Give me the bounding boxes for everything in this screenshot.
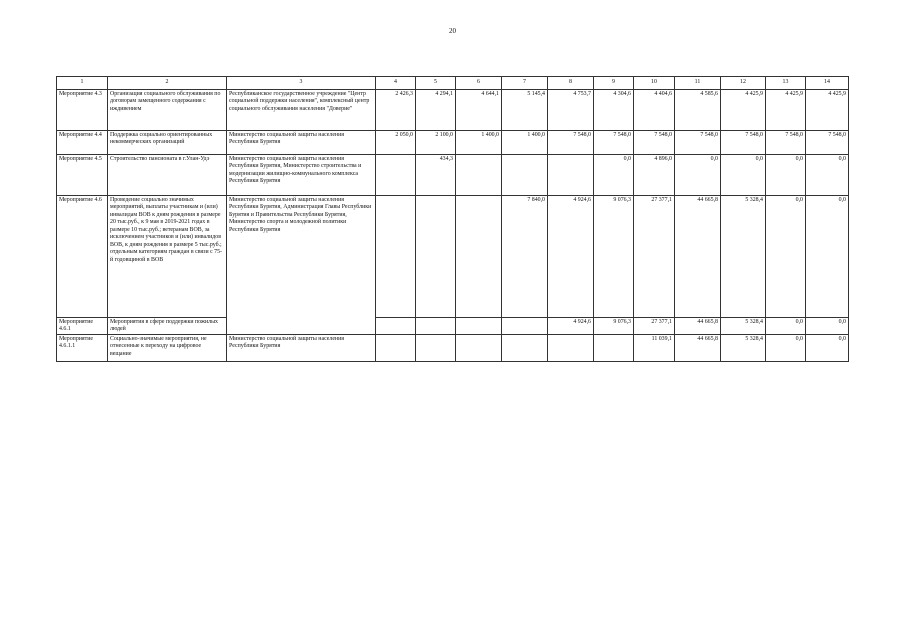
column-number: 5 xyxy=(416,77,456,90)
value-cell xyxy=(456,335,502,362)
value-cell xyxy=(416,196,456,318)
table-row xyxy=(57,318,849,335)
measure-id-cell: Мероприятие 4.6.1 xyxy=(57,318,108,335)
program-measures-table xyxy=(56,76,849,362)
column-number: 11 xyxy=(675,77,721,90)
value-cell: 2 426,3 xyxy=(376,90,416,131)
value-cell: 7 548,0 xyxy=(634,131,675,155)
measure-id-cell: Мероприятие 4.3 xyxy=(57,90,108,131)
value-cell: 0,0 xyxy=(766,155,806,196)
value-cell: 1 400,0 xyxy=(456,131,502,155)
measure-id-cell: Мероприятие 4.6 xyxy=(57,196,108,318)
executor-cell: Министерство социальной защиты населения Республики Бурятия xyxy=(227,131,376,155)
value-cell: 0,0 xyxy=(806,335,849,362)
value-cell xyxy=(502,155,548,196)
value-cell: 9 076,3 xyxy=(594,318,634,335)
measure-name-cell: Проведение социально значимых мероприятий, выплаты участникам и (или) инвалидам ВОВ к дням рождения в размере 20 тыс.руб., к 9 мая в 2019-2021 годах в размере 10 тыс.руб.; ветеранам ВОВ, за исключением участников и (или) инвалидов ВОВ, к дням рождения в размере 5 тыс.руб.; отдельным категориям граждан в связи с 75-й годовщиной в ВОВ xyxy=(108,196,227,318)
value-cell: 7 548,0 xyxy=(594,131,634,155)
column-number: 7 xyxy=(502,77,548,90)
column-number: 8 xyxy=(548,77,594,90)
column-number: 6 xyxy=(456,77,502,90)
value-cell: 4 896,0 xyxy=(634,155,675,196)
value-cell: 5 328,4 xyxy=(721,196,766,318)
value-cell: 44 665,8 xyxy=(675,335,721,362)
value-cell: 4 404,6 xyxy=(634,90,675,131)
table-row xyxy=(57,335,849,362)
value-cell: 0,0 xyxy=(806,318,849,335)
measure-id-cell: Мероприятие 4.6.1.1 xyxy=(57,335,108,362)
value-cell: 4 924,6 xyxy=(548,318,594,335)
measure-id-cell: Мероприятие 4.4 xyxy=(57,131,108,155)
value-cell: 0,0 xyxy=(806,155,849,196)
value-cell: 0,0 xyxy=(766,196,806,318)
value-cell: 44 665,8 xyxy=(675,196,721,318)
value-cell: 27 377,1 xyxy=(634,318,675,335)
executor-cell: Министерство социальной защиты населения Республики Бурятия, Администрация Главы Республики Бурятия и Правительства Республики Бурятия, Министерство спорта и молодежной политики Республики Бурятия xyxy=(227,196,376,335)
value-cell xyxy=(376,335,416,362)
table-row xyxy=(57,131,849,155)
value-cell: 7 548,0 xyxy=(766,131,806,155)
executor-cell: Министерство социальной защиты населения Республики Бурятия, Министерство строительства и модернизации жилищно-коммунального комплекса Республики Бурятия xyxy=(227,155,376,196)
value-cell: 7 840,0 xyxy=(502,196,548,318)
value-cell xyxy=(594,335,634,362)
executor-cell: Республиканское государственное учреждение "Центр социальной поддержки населения", комплексный центр социального обслуживания населения "Доверие" xyxy=(227,90,376,131)
value-cell xyxy=(416,335,456,362)
value-cell: 7 548,0 xyxy=(721,131,766,155)
value-cell: 0,0 xyxy=(675,155,721,196)
measure-name-cell: Строительство пансионата в г.Улан-Удэ xyxy=(108,155,227,196)
value-cell: 5 328,4 xyxy=(721,335,766,362)
value-cell: 0,0 xyxy=(806,196,849,318)
column-number: 14 xyxy=(806,77,849,90)
measure-name-cell: Социально-значимые мероприятия, не отнесенные к переходу на цифровое вещание xyxy=(108,335,227,362)
measure-name-cell: Организация социального обслуживания по договорам замещенного содержания с иждивением xyxy=(108,90,227,131)
value-cell xyxy=(376,318,416,335)
value-cell xyxy=(456,318,502,335)
value-cell: 27 377,1 xyxy=(634,196,675,318)
column-number: 1 xyxy=(57,77,108,90)
column-number: 12 xyxy=(721,77,766,90)
value-cell: 4 294,1 xyxy=(416,90,456,131)
value-cell xyxy=(548,155,594,196)
value-cell: 0,0 xyxy=(766,318,806,335)
value-cell: 4 924,6 xyxy=(548,196,594,318)
column-number: 10 xyxy=(634,77,675,90)
column-number: 13 xyxy=(766,77,806,90)
column-number: 9 xyxy=(594,77,634,90)
value-cell xyxy=(456,196,502,318)
column-number: 3 xyxy=(227,77,376,90)
value-cell: 7 548,0 xyxy=(806,131,849,155)
value-cell xyxy=(548,335,594,362)
value-cell xyxy=(456,155,502,196)
value-cell: 4 304,6 xyxy=(594,90,634,131)
value-cell: 5 145,4 xyxy=(502,90,548,131)
value-cell: 434,3 xyxy=(416,155,456,196)
table-row xyxy=(57,196,849,318)
value-cell xyxy=(502,318,548,335)
value-cell: 0,0 xyxy=(721,155,766,196)
value-cell: 4 425,9 xyxy=(806,90,849,131)
value-cell: 11 039,1 xyxy=(634,335,675,362)
value-cell: 7 548,0 xyxy=(675,131,721,155)
value-cell: 4 644,1 xyxy=(456,90,502,131)
value-cell: 4 425,9 xyxy=(766,90,806,131)
value-cell: 2 050,0 xyxy=(376,131,416,155)
page-number: 20 xyxy=(449,27,456,35)
table-row xyxy=(57,90,849,131)
value-cell: 5 328,4 xyxy=(721,318,766,335)
measure-name-cell: Мероприятия в сфере поддержки пожилых людей xyxy=(108,318,227,335)
value-cell xyxy=(376,155,416,196)
value-cell xyxy=(376,196,416,318)
column-number: 2 xyxy=(108,77,227,90)
value-cell xyxy=(502,335,548,362)
value-cell: 1 400,0 xyxy=(502,131,548,155)
value-cell: 2 100,0 xyxy=(416,131,456,155)
column-number-row xyxy=(57,77,849,90)
executor-cell: Министерство социальной защиты населения Республики Бурятия xyxy=(227,335,376,362)
value-cell: 9 076,3 xyxy=(594,196,634,318)
value-cell: 0,0 xyxy=(594,155,634,196)
value-cell: 4 425,9 xyxy=(721,90,766,131)
value-cell: 0,0 xyxy=(766,335,806,362)
measure-name-cell: Поддержка социально ориентированных некоммерческих организаций xyxy=(108,131,227,155)
value-cell xyxy=(416,318,456,335)
measure-id-cell: Мероприятие 4.5 xyxy=(57,155,108,196)
column-number: 4 xyxy=(376,77,416,90)
value-cell: 44 665,8 xyxy=(675,318,721,335)
table-row xyxy=(57,155,849,196)
value-cell: 7 548,0 xyxy=(548,131,594,155)
value-cell: 4 753,7 xyxy=(548,90,594,131)
value-cell: 4 585,6 xyxy=(675,90,721,131)
